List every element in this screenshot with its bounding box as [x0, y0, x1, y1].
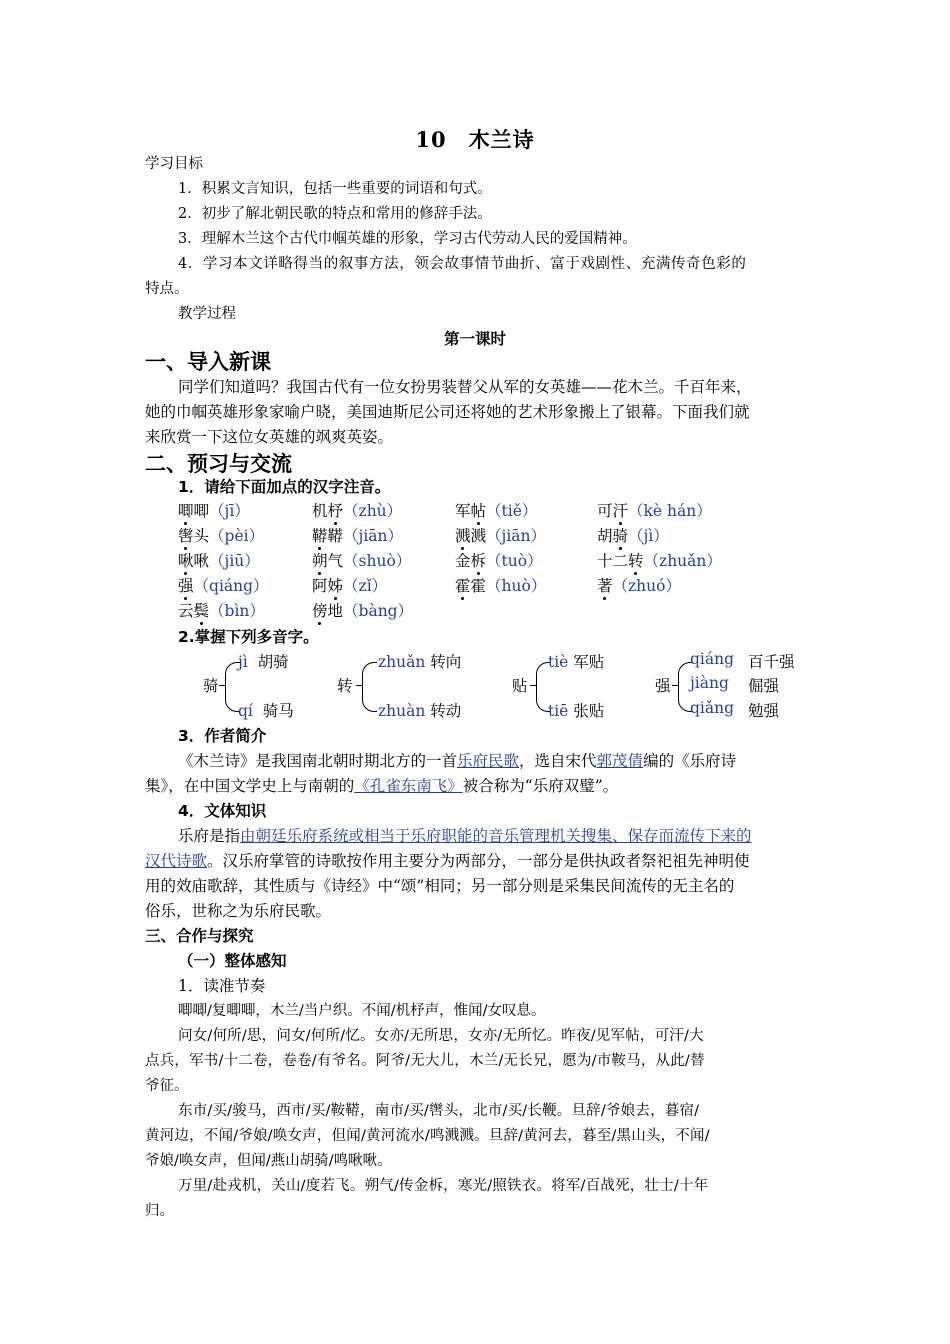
pinyin-item: [178, 524, 264, 546]
subsection-heading: （一）整体感知: [178, 952, 287, 970]
dotted-char: 辔: [178, 527, 194, 545]
pinyin-item: [178, 499, 250, 521]
link-yuefu-minge[interactable]: 乐府民歌: [457, 752, 520, 770]
word-text: 骑马: [262, 702, 294, 720]
link-yuefu-definition[interactable]: 由朝廷乐府系统或相当于乐府职能的音乐管理机关搜集、保存而流传下来的: [240, 827, 752, 845]
pinyin-text: （jiū）: [209, 552, 260, 570]
word-text: 唧: [193, 502, 210, 520]
pinyin-text: （jì）: [628, 527, 669, 545]
genre-text: 乐府是指: [178, 827, 241, 845]
pinyin-text: （huò）: [486, 577, 547, 595]
pinyin-item: [312, 524, 403, 546]
pinyin-text: qiáng: [690, 650, 735, 668]
rhythm-line: 唧唧/复唧唧，木兰/当户织。不闻/机杼声，惟闻/女叹息。: [178, 1003, 546, 1019]
dotted-char: 著: [597, 577, 613, 595]
rhythm-line: 点兵，军书/十二卷，卷卷/有爷名。阿爷/无大儿，木兰/无长兄，愿为/市鞍马，从此/替: [145, 1053, 705, 1069]
author-text: 被合称为“乐府双璧”。: [462, 777, 619, 795]
word-text: 张贴: [573, 702, 605, 720]
question-heading: 2.掌握下列多音字。: [178, 628, 319, 646]
word-text: 军: [455, 502, 471, 520]
word-text: 鞯: [327, 527, 344, 545]
polyphone-char: 转: [337, 677, 353, 695]
link-kongque-dongnan-fei[interactable]: 《孔雀东南飞》: [354, 777, 463, 795]
pinyin-text: （jiān）: [486, 527, 547, 545]
objective-item: 1．积累文言知识，包括一些重要的词语和句式。: [178, 181, 492, 197]
author-text: 《木兰诗》是我国南北朝时期北方的一首: [178, 752, 458, 770]
pinyin-text: zhuǎn: [378, 653, 426, 671]
author-text: 集》，在中国文学史上与南朝的: [145, 777, 355, 795]
pinyin-item: [597, 549, 722, 571]
polyphone-char: 强: [655, 677, 671, 695]
dotted-char: 朔: [312, 552, 328, 570]
dotted-char: 柝: [470, 552, 487, 570]
pinyin-text: zhuàn: [378, 702, 426, 720]
question-heading: 3．作者简介: [178, 727, 267, 745]
pinyin-item: [312, 599, 413, 621]
pinyin-text: qí: [238, 702, 253, 720]
word-text: 胡: [597, 527, 613, 545]
polyphone-char: 骑: [203, 677, 219, 695]
genre-line: 用的效庙歌辞，其性质与《诗经》中“颂”相同；另一部分则是采集民间流传的无主名的: [145, 877, 735, 895]
word-text: 溅: [470, 527, 487, 545]
pinyin-item: [455, 499, 537, 521]
rhythm-line: 东市/买/骏马，西市/买/鞍鞯，南市/买/辔头，北市/买/长鞭。旦辞/爷娘去，暮宿/: [178, 1103, 700, 1119]
pinyin-text: （tuò）: [486, 552, 543, 570]
objectives-heading: 学习目标: [145, 156, 203, 172]
author-text: 编的《乐府诗: [643, 752, 737, 770]
dotted-char: 帖: [470, 502, 487, 520]
dotted-char: 鬓: [193, 602, 210, 620]
pinyin-text: （qiáng）: [193, 577, 269, 595]
word-text: 云: [178, 602, 194, 620]
word-text: 可: [597, 502, 613, 520]
pinyin-text: （bìn）: [209, 602, 265, 620]
pinyin-text: （pèi）: [209, 527, 265, 545]
dotted-char: 唧: [178, 502, 194, 520]
dotted-char: 溅: [455, 527, 471, 545]
word-text: 机: [312, 502, 328, 520]
pinyin-text: qiǎng: [690, 699, 735, 717]
pinyin-item: [455, 574, 546, 596]
pinyin-text: （zǐ）: [343, 577, 388, 595]
pinyin-item: [597, 524, 669, 546]
item-heading: 1．读准节奏: [178, 977, 266, 995]
author-line: [178, 749, 736, 771]
genre-text: 。汉乐府掌管的诗歌按作用主要分为两部分，一部分是供执政者祭祀祖先神明使: [207, 852, 750, 870]
word-text: 胡骑: [257, 653, 289, 671]
word-text: 地: [327, 602, 344, 620]
dotted-char: 傍: [312, 602, 328, 620]
page-title: 10 木兰诗: [415, 127, 535, 152]
author-line: [145, 774, 618, 796]
brace: [362, 662, 377, 712]
question-heading: 1．请给下面加点的汉字注音。: [178, 478, 391, 496]
pinyin-text: （zhuǎn）: [643, 552, 722, 570]
word-text: 勉强: [748, 702, 780, 720]
word-text: 霍: [470, 577, 487, 595]
objective-item: 4．学习本文详略得当的叙事方法，领会故事情节曲折、富于戏剧性、充满传奇色彩的: [178, 256, 747, 272]
word-text: 阿: [312, 577, 328, 595]
pinyin-text: （zhù）: [343, 502, 403, 520]
rhythm-line: 问女/何所/思，问女/何所/忆。女亦/无所思，女亦/无所忆。昨夜/见军帖，可汗/大: [178, 1028, 704, 1044]
pinyin-text: （shuò）: [343, 552, 412, 570]
intro-line: 同学们知道吗？我国古代有一位女扮男装替父从军的女英雄——花木兰。千百年来，: [178, 378, 752, 396]
objective-item: 3．理解木兰这个古代巾帼英雄的形象，学习古代劳动人民的爱国精神。: [178, 231, 637, 247]
pinyin-item: [312, 574, 387, 596]
pinyin-text: tiē: [548, 702, 569, 720]
word-text: 倔强: [748, 677, 780, 695]
section-heading: 一、导入新课: [145, 350, 271, 374]
pinyin-item: [455, 524, 546, 546]
pinyin-item: [597, 499, 712, 521]
word-text: 转动: [430, 702, 462, 720]
word-text: 转向: [430, 653, 462, 671]
word-text: 金: [455, 552, 471, 570]
polyphone-char: 贴: [512, 677, 528, 695]
word-text: 气: [327, 552, 344, 570]
dotted-char: 强: [178, 577, 194, 595]
link-guo-maoqian[interactable]: 郭茂倩: [596, 752, 644, 770]
pinyin-text: jiàng: [690, 674, 729, 692]
dotted-char: 姊: [327, 577, 344, 595]
dotted-char: 汗: [612, 502, 629, 520]
pinyin-text: tiè: [548, 653, 569, 671]
pinyin-item: [597, 574, 681, 596]
dotted-char: 骑: [612, 527, 629, 545]
pinyin-text: jì: [238, 653, 248, 671]
section-heading: 二、预习与交流: [145, 452, 292, 476]
dotted-char: 杼: [327, 502, 344, 520]
word-text: 军贴: [573, 653, 605, 671]
word-text: 十二: [597, 552, 629, 570]
question-heading: 4．文体知识: [178, 802, 267, 820]
dotted-char: 鞯: [312, 527, 328, 545]
link-handai-shige[interactable]: 汉代诗歌: [145, 852, 208, 870]
rhythm-line: 爷娘/唤女声，但闻/燕山胡骑/鸣啾啾。: [145, 1153, 392, 1169]
intro-line: 她的巾帼英雄形象家喻户晓，美国迪斯尼公司还将她的艺术形象搬上了银幕。下面我们就: [145, 403, 750, 421]
pinyin-text: （kè hán）: [628, 502, 712, 520]
pinyin-text: （zhuó）: [612, 577, 681, 595]
pinyin-text: （bàng）: [343, 602, 414, 620]
pinyin-item: [178, 599, 265, 621]
genre-line: [145, 849, 750, 871]
pinyin-text: （jī）: [209, 502, 250, 520]
rhythm-line: 万里/赴戎机，关山/度若飞。朔气/传金柝，寒光/照铁衣。将军/百战死，壮士/十年: [178, 1178, 709, 1194]
pinyin-item: [312, 499, 402, 521]
dotted-char: 霍: [455, 577, 471, 595]
intro-line: 来欣赏一下这位女英雄的飒爽英姿。: [145, 428, 394, 446]
genre-line: [178, 824, 752, 846]
dotted-char: 转: [628, 552, 644, 570]
word-text: 啾: [193, 552, 210, 570]
lesson-heading: 第一课时: [443, 330, 506, 348]
pinyin-item: [178, 549, 260, 571]
word-text: 百千强: [748, 653, 795, 671]
genre-line: 俗乐，世称之为乐府民歌。: [145, 902, 332, 920]
rhythm-line: 归。: [145, 1203, 174, 1219]
rhythm-line: 黄河边，不闻/爷娘/唤女声，但闻/黄河流水/鸣溅溅。旦辞/黄河去，暮至/黑山头，不闻/: [145, 1128, 710, 1144]
pinyin-text: （tiě）: [486, 502, 538, 520]
objective-item: 2．初步了解北朝民歌的特点和常用的修辞手法。: [178, 206, 492, 222]
rhythm-line: 爷征。: [145, 1078, 189, 1094]
pinyin-item: [178, 574, 269, 596]
objective-item: 特点。: [145, 281, 189, 297]
section-heading: 三、合作与探究: [145, 927, 254, 945]
pinyin-item: [455, 549, 543, 571]
pinyin-text: （jiān）: [343, 527, 404, 545]
author-text: ，选自宋代: [519, 752, 597, 770]
dotted-char: 啾: [178, 552, 194, 570]
pinyin-item: [312, 549, 411, 571]
word-text: 头: [193, 527, 210, 545]
process-heading: 教学过程: [178, 306, 236, 322]
